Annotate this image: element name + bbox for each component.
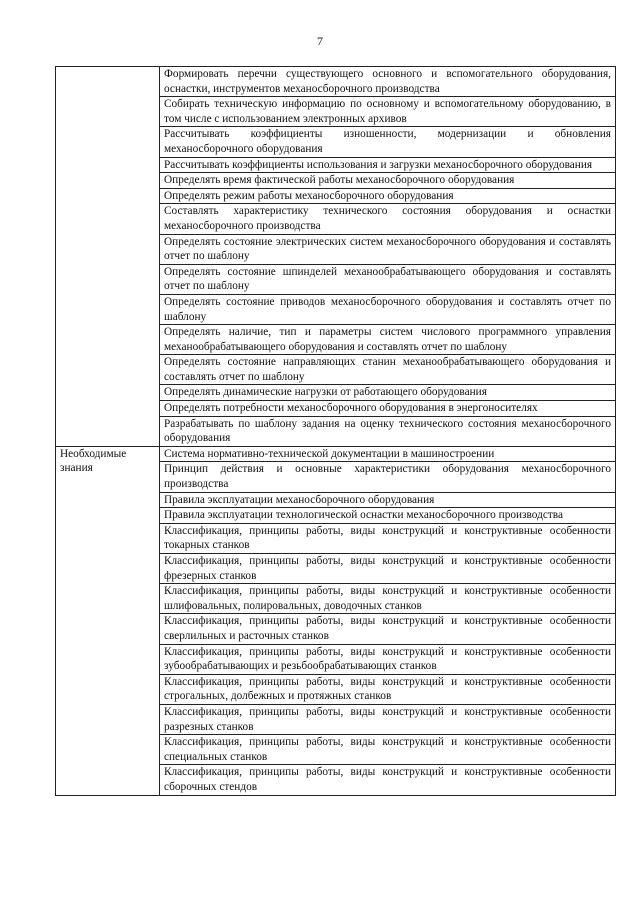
- table-row: [56, 67, 616, 97]
- table-cell-text: Классификация, принципы работы, виды конструкций и конструктивные особенности разрезных станков: [160, 704, 616, 734]
- table-cell-text: Правила эксплуатации технологической оснастки механосборочного производства: [160, 508, 616, 524]
- table-cell-text: Рассчитывать коэффициенты использования и загрузки механосборочного оборудования: [160, 157, 616, 173]
- table-cell-text: Собирать техническую информацию по основному и вспомогательному оборудованию, в том числе с использованием электронных архивов: [160, 97, 616, 127]
- table-cell-text: Формировать перечни существующего основного и вспомогательного оборудования, оснастки, инструментов механосборочного производства: [160, 67, 616, 97]
- table-cell-text: Правила эксплуатации механосборочного оборудования: [160, 492, 616, 508]
- table-row: [56, 446, 616, 462]
- table-cell-text: Определять динамические нагрузки от работающего оборудования: [160, 385, 616, 401]
- table-cell-text: Определять наличие, тип и параметры систем числового программного управления механообрабатывающего оборудования и составлять отчет по шаблону: [160, 325, 616, 355]
- table-cell-text: Классификация, принципы работы, виды конструкций и конструктивные особенности сверлильных и расточных станков: [160, 614, 616, 644]
- table-cell-text: Определять состояние приводов механосборочного оборудования и составлять отчет по шаблону: [160, 294, 616, 324]
- table-cell-text: Составлять характеристику технического состояния оборудования и оснастки механосборочного производства: [160, 204, 616, 234]
- table-cell-text: Классификация, принципы работы, виды конструкций и конструктивные особенности строгальных, долбежных и протяжных станков: [160, 674, 616, 704]
- table-cell-text: Принцип действия и основные характеристики оборудования механосборочного производства: [160, 462, 616, 492]
- table-cell-text: Определять состояние направляющих станин механообрабатывающего оборудования и составлять отчет по шаблону: [160, 355, 616, 385]
- table-cell-text: Определять состояние электрических систем механосборочного оборудования и составлять отчет по шаблону: [160, 234, 616, 264]
- table-cell-text: Классификация, принципы работы, виды конструкций и конструктивные особенности шлифовальных, полировальных, доводочных станков: [160, 584, 616, 614]
- table-cell-text: Система нормативно-технической документации в машиностроении: [160, 446, 616, 462]
- page-number: 7: [317, 34, 323, 48]
- table-cell-text: Классификация, принципы работы, виды конструкций и конструктивные особенности сборочных стендов: [160, 765, 616, 795]
- table-body: [56, 67, 616, 796]
- section-label-cell-empty: [56, 67, 160, 447]
- table-cell-text: Классификация, принципы работы, виды конструкций и конструктивные особенности фрезерных станков: [160, 554, 616, 584]
- table-cell-text: Разрабатывать по шаблону задания на оценку технического состояния механосборочного оборудования: [160, 416, 616, 446]
- table-cell-text: Определять состояние шпинделей механообрабатывающего оборудования и составлять отчет по шаблону: [160, 264, 616, 294]
- section-label-cell: Необходимые знания: [56, 446, 160, 795]
- table-cell-text: Классификация, принципы работы, виды конструкций и конструктивные особенности зубообрабатывающих и резьбообрабатывающих станков: [160, 644, 616, 674]
- table-cell-text: Определять время фактической работы механосборочного оборудования: [160, 173, 616, 189]
- table-cell-text: Классификация, принципы работы, виды конструкций и конструктивные особенности токарных станков: [160, 523, 616, 553]
- table-cell-text: Определять потребности механосборочного оборудования в энергоносителях: [160, 401, 616, 417]
- table-cell-text: Определять режим работы механосборочного оборудования: [160, 188, 616, 204]
- table-cell-text: Классификация, принципы работы, виды конструкций и конструктивные особенности специальных станков: [160, 735, 616, 765]
- table-cell-text: Рассчитывать коэффициенты изношенности, модернизации и обновления механосборочного оборудования: [160, 127, 616, 157]
- requirements-table: [55, 66, 616, 796]
